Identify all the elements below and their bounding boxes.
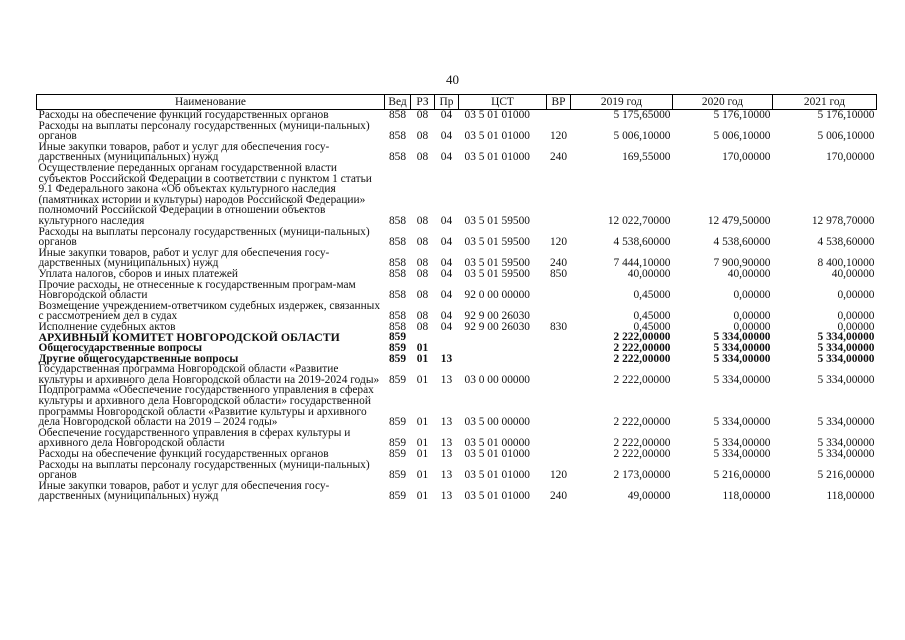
cell-rz: 08 (416, 151, 429, 164)
cell-2021: 5 334,00000 (817, 416, 875, 429)
cell-cst: 03 5 01 00000 (464, 437, 530, 450)
cell-cst: 92 9 00 26030 (464, 310, 530, 323)
cell-name: Расходы на выплаты персоналу государственных (муници-пальных) органов (38, 458, 370, 482)
column-header-cst: ЦСТ (459, 95, 547, 110)
cell-pr: 04 (440, 289, 453, 302)
cell-pr: 13 (440, 437, 453, 450)
cell-2020: 5 006,10000 (713, 130, 771, 143)
cell-cst (459, 354, 547, 365)
cell-cst: 03 5 01 01000 (464, 130, 530, 143)
cell-pr: 04 (440, 320, 453, 333)
table-row (37, 428, 877, 449)
cell-2019: 2 222,00000 (613, 437, 671, 450)
cell-cst: 03 5 01 01000 (464, 490, 530, 503)
cell-2020: 4 538,60000 (713, 236, 771, 249)
cell-vr (547, 364, 571, 385)
cell-2019: 40,00000 (627, 267, 671, 280)
table-row (37, 110, 877, 121)
cell-2021: 5 216,00000 (817, 469, 875, 482)
cell-name: АРХИВНЫЙ КОМИТЕТ НОВГОРОДСКОЙ ОБЛАСТИ (38, 330, 340, 345)
cell-2020: 0,00000 (733, 289, 771, 302)
cell-2019: 2 222,00000 (613, 416, 671, 429)
cell-vr (547, 343, 571, 354)
column-header-2019: 2019 год (571, 95, 673, 110)
cell-pr: 13 (440, 373, 453, 386)
cell-rz: 01 (416, 448, 429, 460)
cell-2021: 0,00000 (837, 310, 875, 323)
table-row (37, 280, 877, 301)
cell-2020: 118,00000 (722, 490, 771, 503)
cell-vr (547, 110, 571, 121)
cell-name: Осуществление переданных органам государственной власти субъектов Российской Федерации в соответствии с пунктом 1 статьи 9.1 Федерального закона «Об объектах культурного наследия (памятниках истории и культуры) народов Российской Федерации» полномочий Российской Федерации в отношении объектов культурного наследия (38, 161, 372, 227)
cell-cst: 03 5 01 59500 (464, 236, 530, 249)
cell-rz: 08 (416, 289, 429, 302)
cell-ved: 859 (388, 469, 407, 482)
column-header-2021: 2021 год (773, 95, 877, 110)
cell-2020: 5 334,00000 (713, 448, 771, 460)
cell-ved: 859 (388, 437, 407, 450)
cell-name: Расходы на выплаты персоналу государственных (муници-пальных) органов (38, 119, 370, 143)
cell-ved: 858 (388, 320, 407, 333)
cell-vr (547, 332, 571, 343)
table-row (37, 481, 877, 502)
cell-2021: 40,00000 (831, 267, 875, 280)
cell-2021: 8 400,10000 (817, 257, 875, 270)
cell-rz: 01 (416, 352, 429, 365)
cell-ved: 858 (388, 109, 407, 121)
cell-2021: 5 176,10000 (817, 109, 875, 121)
cell-pr: 13 (440, 448, 453, 460)
cell-vr: 830 (549, 320, 568, 333)
cell-ved: 858 (388, 130, 407, 143)
cell-2019: 0,45000 (633, 289, 671, 302)
cell-ved: 859 (388, 448, 407, 460)
table-body (37, 110, 877, 502)
cell-rz: 01 (416, 416, 429, 429)
cell-2021: 4 538,60000 (817, 236, 875, 249)
table-header-row (37, 95, 877, 110)
cell-rz: 08 (416, 109, 429, 121)
cell-cst: 03 5 01 59500 (464, 257, 530, 270)
cell-cst (459, 343, 547, 354)
cell-2020: 5 334,00000 (713, 373, 771, 386)
cell-cst: 03 5 00 00000 (464, 416, 530, 429)
cell-pr (435, 332, 459, 343)
cell-ved: 859 (388, 342, 407, 355)
cell-rz: 01 (416, 490, 429, 503)
cell-ved: 859 (388, 352, 407, 365)
cell-2020: 12 479,50000 (707, 214, 771, 227)
cell-name: Расходы на обеспечение функций государственных органов (38, 448, 329, 460)
cell-2021: 0,00000 (837, 320, 875, 333)
cell-2020: 5 334,00000 (713, 416, 771, 429)
cell-pr: 04 (440, 109, 453, 121)
cell-vr: 240 (549, 490, 568, 503)
table-row (37, 449, 877, 460)
cell-rz: 08 (416, 257, 429, 270)
table-row (37, 248, 877, 269)
cell-name: Подпрограмма «Обеспечение государственного управления в сферах культуры и архивного дела Новгородской области» государственной программы Новгородской области «Развитие культуры и архивного дела Новгородской области на 2019 – 2024 годы» (38, 384, 374, 429)
cell-2019: 2 173,00000 (613, 469, 671, 482)
cell-2020: 5 334,00000 (713, 331, 771, 344)
cell-cst (459, 332, 547, 343)
cell-name: Прочие расходы, не отнесенные к государственным програм-мам Новгородской области (38, 278, 356, 302)
cell-2020: 5 334,00000 (713, 352, 771, 365)
cell-rz: 08 (416, 310, 429, 323)
cell-pr: 04 (440, 151, 453, 164)
cell-name: Иные закупки товаров, работ и услуг для обеспечения госу-дарственных (муниципальных) нужд (38, 140, 330, 164)
cell-2020: 0,00000 (733, 320, 771, 333)
cell-vr: 850 (549, 267, 568, 280)
cell-vr (547, 280, 571, 301)
cell-pr: 13 (440, 490, 453, 503)
cell-2021: 12 978,70000 (811, 214, 875, 227)
cell-name: Общегосударственные вопросы (38, 342, 203, 355)
cell-2020: 5 176,10000 (713, 109, 771, 121)
cell-cst: 03 5 01 59500 (464, 214, 530, 227)
cell-rz: 08 (416, 320, 429, 333)
cell-2019: 0,45000 (633, 310, 671, 323)
cell-pr: 04 (440, 130, 453, 143)
cell-vr (547, 301, 571, 322)
cell-2020: 170,00000 (722, 151, 771, 164)
cell-2019: 2 222,00000 (613, 373, 671, 386)
cell-2019: 5 006,10000 (613, 130, 671, 143)
cell-2021: 5 334,00000 (817, 352, 875, 365)
cell-vr (547, 354, 571, 365)
cell-ved: 859 (388, 331, 407, 344)
cell-pr: 13 (440, 416, 453, 429)
cell-cst: 03 5 01 59500 (464, 267, 530, 280)
cell-vr (547, 163, 571, 227)
cell-2019: 2 222,00000 (613, 342, 671, 355)
column-header-vr: ВР (547, 95, 571, 110)
cell-name: Другие общегосударственные вопросы (38, 352, 239, 365)
cell-vr (547, 385, 571, 427)
cell-2021: 5 334,00000 (817, 342, 875, 355)
cell-name: Государственная программа Новгородской области «Развитие культуры и архивного дела Новгородской области на 2019-2024 годы» (38, 363, 380, 386)
cell-rz: 08 (416, 267, 429, 280)
budget-table (36, 94, 877, 502)
cell-name: Возмещение учреждением-ответчиком судебных издержек, связанных с рассмотрением дел в судах (38, 299, 381, 323)
cell-vr (547, 449, 571, 460)
cell-2019: 4 538,60000 (613, 236, 671, 249)
cell-rz: 01 (416, 373, 429, 386)
cell-2019: 169,55000 (622, 151, 671, 164)
page-number: 40 (446, 72, 459, 87)
cell-2021: 5 334,00000 (817, 331, 875, 344)
cell-ved: 858 (388, 289, 407, 302)
cell-cst: 03 5 01 01000 (464, 469, 530, 482)
table-row (37, 364, 877, 385)
cell-ved: 858 (388, 310, 407, 323)
cell-2021: 5 334,00000 (817, 448, 875, 460)
cell-vr: 120 (549, 236, 568, 249)
cell-2021: 0,00000 (837, 289, 875, 302)
cell-cst: 03 5 01 01000 (464, 448, 530, 460)
column-header-rz: РЗ (411, 95, 435, 110)
cell-2020: 5 334,00000 (713, 342, 771, 355)
table-row (37, 227, 877, 248)
cell-rz: 08 (416, 214, 429, 227)
cell-cst: 03 0 00 00000 (464, 373, 530, 386)
cell-2020: 7 900,90000 (713, 257, 771, 270)
cell-cst: 03 5 01 01000 (464, 109, 530, 121)
cell-cst: 92 0 00 00000 (464, 289, 530, 302)
cell-pr: 04 (440, 236, 453, 249)
cell-pr: 04 (440, 214, 453, 227)
cell-2021: 5 334,00000 (817, 373, 875, 386)
column-header-2020: 2020 год (673, 95, 773, 110)
cell-ved: 858 (388, 267, 407, 280)
cell-pr: 13 (440, 469, 453, 482)
cell-2020: 40,00000 (727, 267, 771, 280)
cell-vr (547, 428, 571, 449)
cell-ved: 858 (388, 151, 407, 164)
cell-vr: 240 (549, 257, 568, 270)
table-row (37, 142, 877, 163)
cell-cst: 92 9 00 26030 (464, 320, 530, 333)
cell-pr: 04 (440, 310, 453, 323)
cell-rz: 01 (416, 437, 429, 450)
cell-ved: 859 (388, 490, 407, 503)
cell-name: Иные закупки товаров, работ и услуг для обеспечения госу-дарственных (муниципальных) нужд (38, 246, 330, 270)
cell-2021: 5 006,10000 (817, 130, 875, 143)
cell-2019: 2 222,00000 (613, 331, 671, 344)
cell-name: Обеспечение государственного управления в сферах культуры и архивного дела Новгородской области (38, 426, 351, 450)
cell-rz: 01 (416, 342, 429, 355)
table-row (37, 460, 877, 481)
cell-2019: 2 222,00000 (613, 352, 671, 365)
cell-vr: 120 (549, 469, 568, 482)
cell-2019: 5 175,65000 (613, 109, 671, 121)
cell-2019: 12 022,70000 (607, 214, 671, 227)
cell-2021: 5 334,00000 (817, 437, 875, 450)
cell-2021: 170,00000 (826, 151, 875, 164)
cell-ved: 858 (388, 214, 407, 227)
cell-pr: 13 (440, 352, 453, 365)
cell-pr: 04 (440, 257, 453, 270)
table-row (37, 163, 877, 227)
cell-2021: 118,00000 (826, 490, 875, 503)
cell-2020: 5 216,00000 (713, 469, 771, 482)
cell-2020: 0,00000 (733, 310, 771, 323)
column-header-name: Наименование (37, 95, 385, 110)
cell-name: Исполнение судебных актов (38, 320, 176, 333)
cell-cst: 03 5 01 01000 (464, 151, 530, 164)
cell-ved: 859 (388, 416, 407, 429)
column-header-pr: Пр (435, 95, 459, 110)
cell-rz: 01 (416, 469, 429, 482)
table-row (37, 301, 877, 322)
cell-rz: 08 (416, 130, 429, 143)
table-row (37, 121, 877, 142)
table-row (37, 269, 877, 280)
cell-name: Расходы на выплаты персоналу государственных (муници-пальных) органов (38, 225, 370, 249)
cell-vr: 120 (549, 130, 568, 143)
cell-2019: 0,45000 (633, 320, 671, 333)
cell-pr: 04 (440, 267, 453, 280)
cell-name: Иные закупки товаров, работ и услуг для обеспечения госу-дарственных (муниципальных) нужд (38, 479, 330, 503)
cell-2020: 5 334,00000 (713, 437, 771, 450)
cell-2019: 2 222,00000 (613, 448, 671, 460)
cell-2019: 7 444,10000 (613, 257, 671, 270)
cell-name: Расходы на обеспечение функций государственных органов (38, 109, 329, 121)
cell-2019: 49,00000 (627, 490, 671, 503)
cell-rz: 08 (416, 236, 429, 249)
table-row (37, 385, 877, 427)
cell-ved: 858 (388, 236, 407, 249)
cell-ved: 859 (388, 373, 407, 386)
cell-name: Уплата налогов, сборов и иных платежей (38, 267, 238, 280)
cell-ved: 858 (388, 257, 407, 270)
column-header-ved: Вед (385, 95, 411, 110)
cell-vr: 240 (549, 151, 568, 164)
